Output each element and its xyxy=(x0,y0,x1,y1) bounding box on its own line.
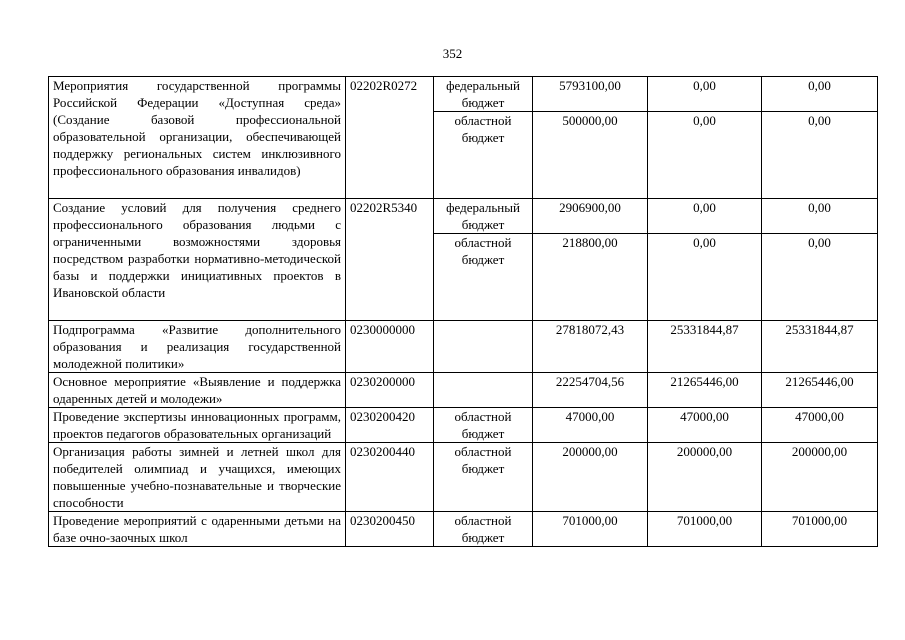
table-row xyxy=(49,373,878,408)
table-row xyxy=(49,512,878,547)
row-source: областной бюджет xyxy=(434,408,533,443)
row-value-2: 0,00 xyxy=(648,77,762,112)
row-source: областной бюджет xyxy=(434,512,533,547)
row-value-2: 0,00 xyxy=(648,112,762,199)
table-row xyxy=(49,408,878,443)
row-source: областной бюджет xyxy=(434,234,533,321)
row-value-3: 0,00 xyxy=(762,112,878,199)
row-code: 0230200000 xyxy=(346,373,434,408)
row-source: федеральный бюджет xyxy=(434,77,533,112)
row-source xyxy=(434,373,533,408)
budget-table xyxy=(48,76,878,547)
row-value-2: 0,00 xyxy=(648,199,762,234)
row-value-2: 200000,00 xyxy=(648,443,762,512)
table-row xyxy=(49,443,878,512)
row-value-1: 5793100,00 xyxy=(533,77,648,112)
row-source: областной бюджет xyxy=(434,443,533,512)
row-code: 0230200450 xyxy=(346,512,434,547)
row-value-1: 200000,00 xyxy=(533,443,648,512)
row-value-3: 701000,00 xyxy=(762,512,878,547)
row-value-3: 21265446,00 xyxy=(762,373,878,408)
row-name: Проведение мероприятий с одаренными детьми на базе очно-заочных школ xyxy=(49,512,346,547)
row-name: Мероприятия государственной программы Российской Федерации «Доступная среда» (Создание базовой профессиональной образовательной организации, обеспечивающей поддержку региональных систем инклюзивного профессионального образования инвалидов) xyxy=(49,77,346,199)
row-value-2: 25331844,87 xyxy=(648,321,762,373)
page-number: 352 xyxy=(442,46,463,61)
row-name: Подпрограмма «Развитие дополнительного образования и реализация государственной молодежной политики» xyxy=(49,321,346,373)
row-name: Организация работы зимней и летней школ для победителей олимпиад и учащихся, имеющих повышенные учебно-познавательные и творческие способности xyxy=(49,443,346,512)
row-name: Проведение экспертизы инновационных программ, проектов педагогов образовательных организаций xyxy=(49,408,346,443)
row-value-1: 47000,00 xyxy=(533,408,648,443)
row-value-2: 21265446,00 xyxy=(648,373,762,408)
row-value-3: 200000,00 xyxy=(762,443,878,512)
row-source: федеральный бюджет xyxy=(434,199,533,234)
row-value-2: 701000,00 xyxy=(648,512,762,547)
row-code: 0230000000 xyxy=(346,321,434,373)
table-row xyxy=(49,77,878,112)
row-value-3: 0,00 xyxy=(762,234,878,321)
row-code: 0230200440 xyxy=(346,443,434,512)
row-value-3: 25331844,87 xyxy=(762,321,878,373)
row-code: 0230200420 xyxy=(346,408,434,443)
row-value-3: 47000,00 xyxy=(762,408,878,443)
row-name: Основное мероприятие «Выявление и поддержка одаренных детей и молодежи» xyxy=(49,373,346,408)
row-value-1: 2906900,00 xyxy=(533,199,648,234)
row-value-1: 27818072,43 xyxy=(533,321,648,373)
row-value-1: 218800,00 xyxy=(533,234,648,321)
row-value-1: 500000,00 xyxy=(533,112,648,199)
row-value-2: 47000,00 xyxy=(648,408,762,443)
row-value-1: 701000,00 xyxy=(533,512,648,547)
row-code: 02202R0272 xyxy=(346,77,434,199)
row-value-3: 0,00 xyxy=(762,199,878,234)
table-row xyxy=(49,321,878,373)
row-value-3: 0,00 xyxy=(762,77,878,112)
row-code: 02202R5340 xyxy=(346,199,434,321)
row-source xyxy=(434,321,533,373)
table-row xyxy=(49,199,878,234)
row-value-2: 0,00 xyxy=(648,234,762,321)
row-value-1: 22254704,56 xyxy=(533,373,648,408)
row-name: Создание условий для получения среднего профессионального образования людьми с ограниченными возможностями здоровья посредством разработки нормативно-методической базы и поддержки инициативных проектов в Ивановской области xyxy=(49,199,346,321)
row-source: областной бюджет xyxy=(434,112,533,199)
